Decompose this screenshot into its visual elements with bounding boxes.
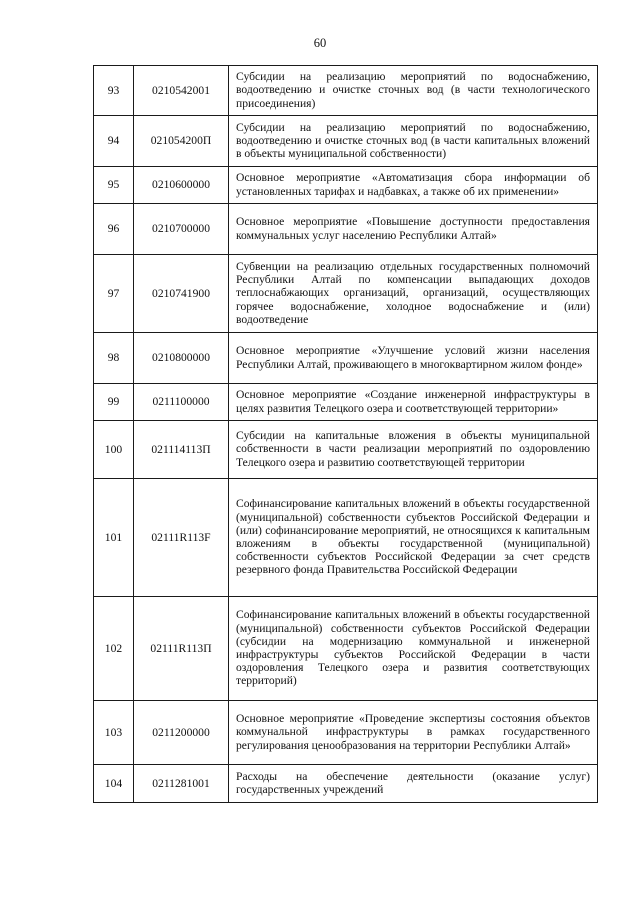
row-description: Субсидии на капитальные вложения в объекты муниципальной собственности в части реализации мероприятий по оздоровлению Телецкого озера и развитию соответствующей территории (229, 421, 598, 479)
table-row (94, 384, 598, 421)
row-number: 96 (94, 204, 134, 255)
row-description: Субсидии на реализацию мероприятий по водоснабжению, водоотведению и очистке сточных вод (в части технологического присоединения) (229, 66, 598, 116)
row-number: 95 (94, 167, 134, 204)
row-description: Расходы на обеспечение деятельности (оказание услуг) государственных учреждений (229, 765, 598, 803)
row-code: 021054200П (134, 116, 229, 167)
row-code: 0210600000 (134, 167, 229, 204)
row-number: 102 (94, 597, 134, 701)
row-description: Основное мероприятие «Улучшение условий жизни населения Республики Алтай, проживающего в многоквартирном жилом фонде» (229, 333, 598, 384)
row-code: 0211200000 (134, 701, 229, 765)
row-description: Субсидии на реализацию мероприятий по водоснабжению, водоотведению и очистке сточных вод (в части капитальных вложений в объекты муниципальной собственности) (229, 116, 598, 167)
row-number: 101 (94, 479, 134, 597)
row-code: 0210800000 (134, 333, 229, 384)
row-description: Субвенции на реализацию отдельных государственных полномочий Республики Алтай по компенсации выпадающих доходов теплоснабжающих организаций, организаций, осуществляющих горячее водоснабжение, холодное водоснабжение и (или) водоотведение (229, 255, 598, 333)
row-description: Основное мероприятие «Автоматизация сбора информации об установленных тарифах и надбавках, а также об их применении» (229, 167, 598, 204)
table-row (94, 421, 598, 479)
row-code: 0211100000 (134, 384, 229, 421)
row-number: 104 (94, 765, 134, 803)
table-row (94, 167, 598, 204)
row-code: 0211281001 (134, 765, 229, 803)
row-description: Софинансирование капитальных вложений в объекты государственной (муниципальной) собственности субъектов Российской Федерации и (или) софинансирование мероприятий, не относящихся к капитальным вложениям в объекты государственной (муниципальной) собственности субъектов Российской Федерации за счет средств резервного фонда Правительства Российской Федерации (229, 479, 598, 597)
row-description: Софинансирование капитальных вложений в объекты государственной (муниципальной) собственности субъектов Российской Федерации (субсидии на модернизацию коммунальной и инженерной инфраструктуры субъектов Российской Федерации в части оздоровления Телецкого озера и развития соответствующих территорий) (229, 597, 598, 701)
table-row (94, 333, 598, 384)
table-row (94, 765, 598, 803)
row-description: Основное мероприятие «Создание инженерной инфраструктуры в целях развития Телецкого озера и соответствующей территории» (229, 384, 598, 421)
row-number: 100 (94, 421, 134, 479)
row-code: 0210741900 (134, 255, 229, 333)
table-row (94, 204, 598, 255)
row-number: 103 (94, 701, 134, 765)
row-number: 93 (94, 66, 134, 116)
row-number: 94 (94, 116, 134, 167)
table-row (94, 701, 598, 765)
table-row (94, 116, 598, 167)
table-row (94, 479, 598, 597)
table-body (94, 66, 598, 803)
row-description: Основное мероприятие «Проведение экспертизы состояния объектов коммунальной инфраструктуры в рамках государственного регулирования ценообразования на территории Республики Алтай» (229, 701, 598, 765)
row-number: 98 (94, 333, 134, 384)
table-row (94, 66, 598, 116)
row-code: 0210542001 (134, 66, 229, 116)
row-code: 0210700000 (134, 204, 229, 255)
row-code: 021114113П (134, 421, 229, 479)
table-row (94, 597, 598, 701)
row-number: 99 (94, 384, 134, 421)
row-code: 02111R113П (134, 597, 229, 701)
row-code: 02111R113F (134, 479, 229, 597)
row-description: Основное мероприятие «Повышение доступности предоставления коммунальных услуг населению Республики Алтай» (229, 204, 598, 255)
table-row (94, 255, 598, 333)
budget-classification-table (93, 65, 598, 803)
page-number: 60 (313, 36, 327, 50)
row-number: 97 (94, 255, 134, 333)
